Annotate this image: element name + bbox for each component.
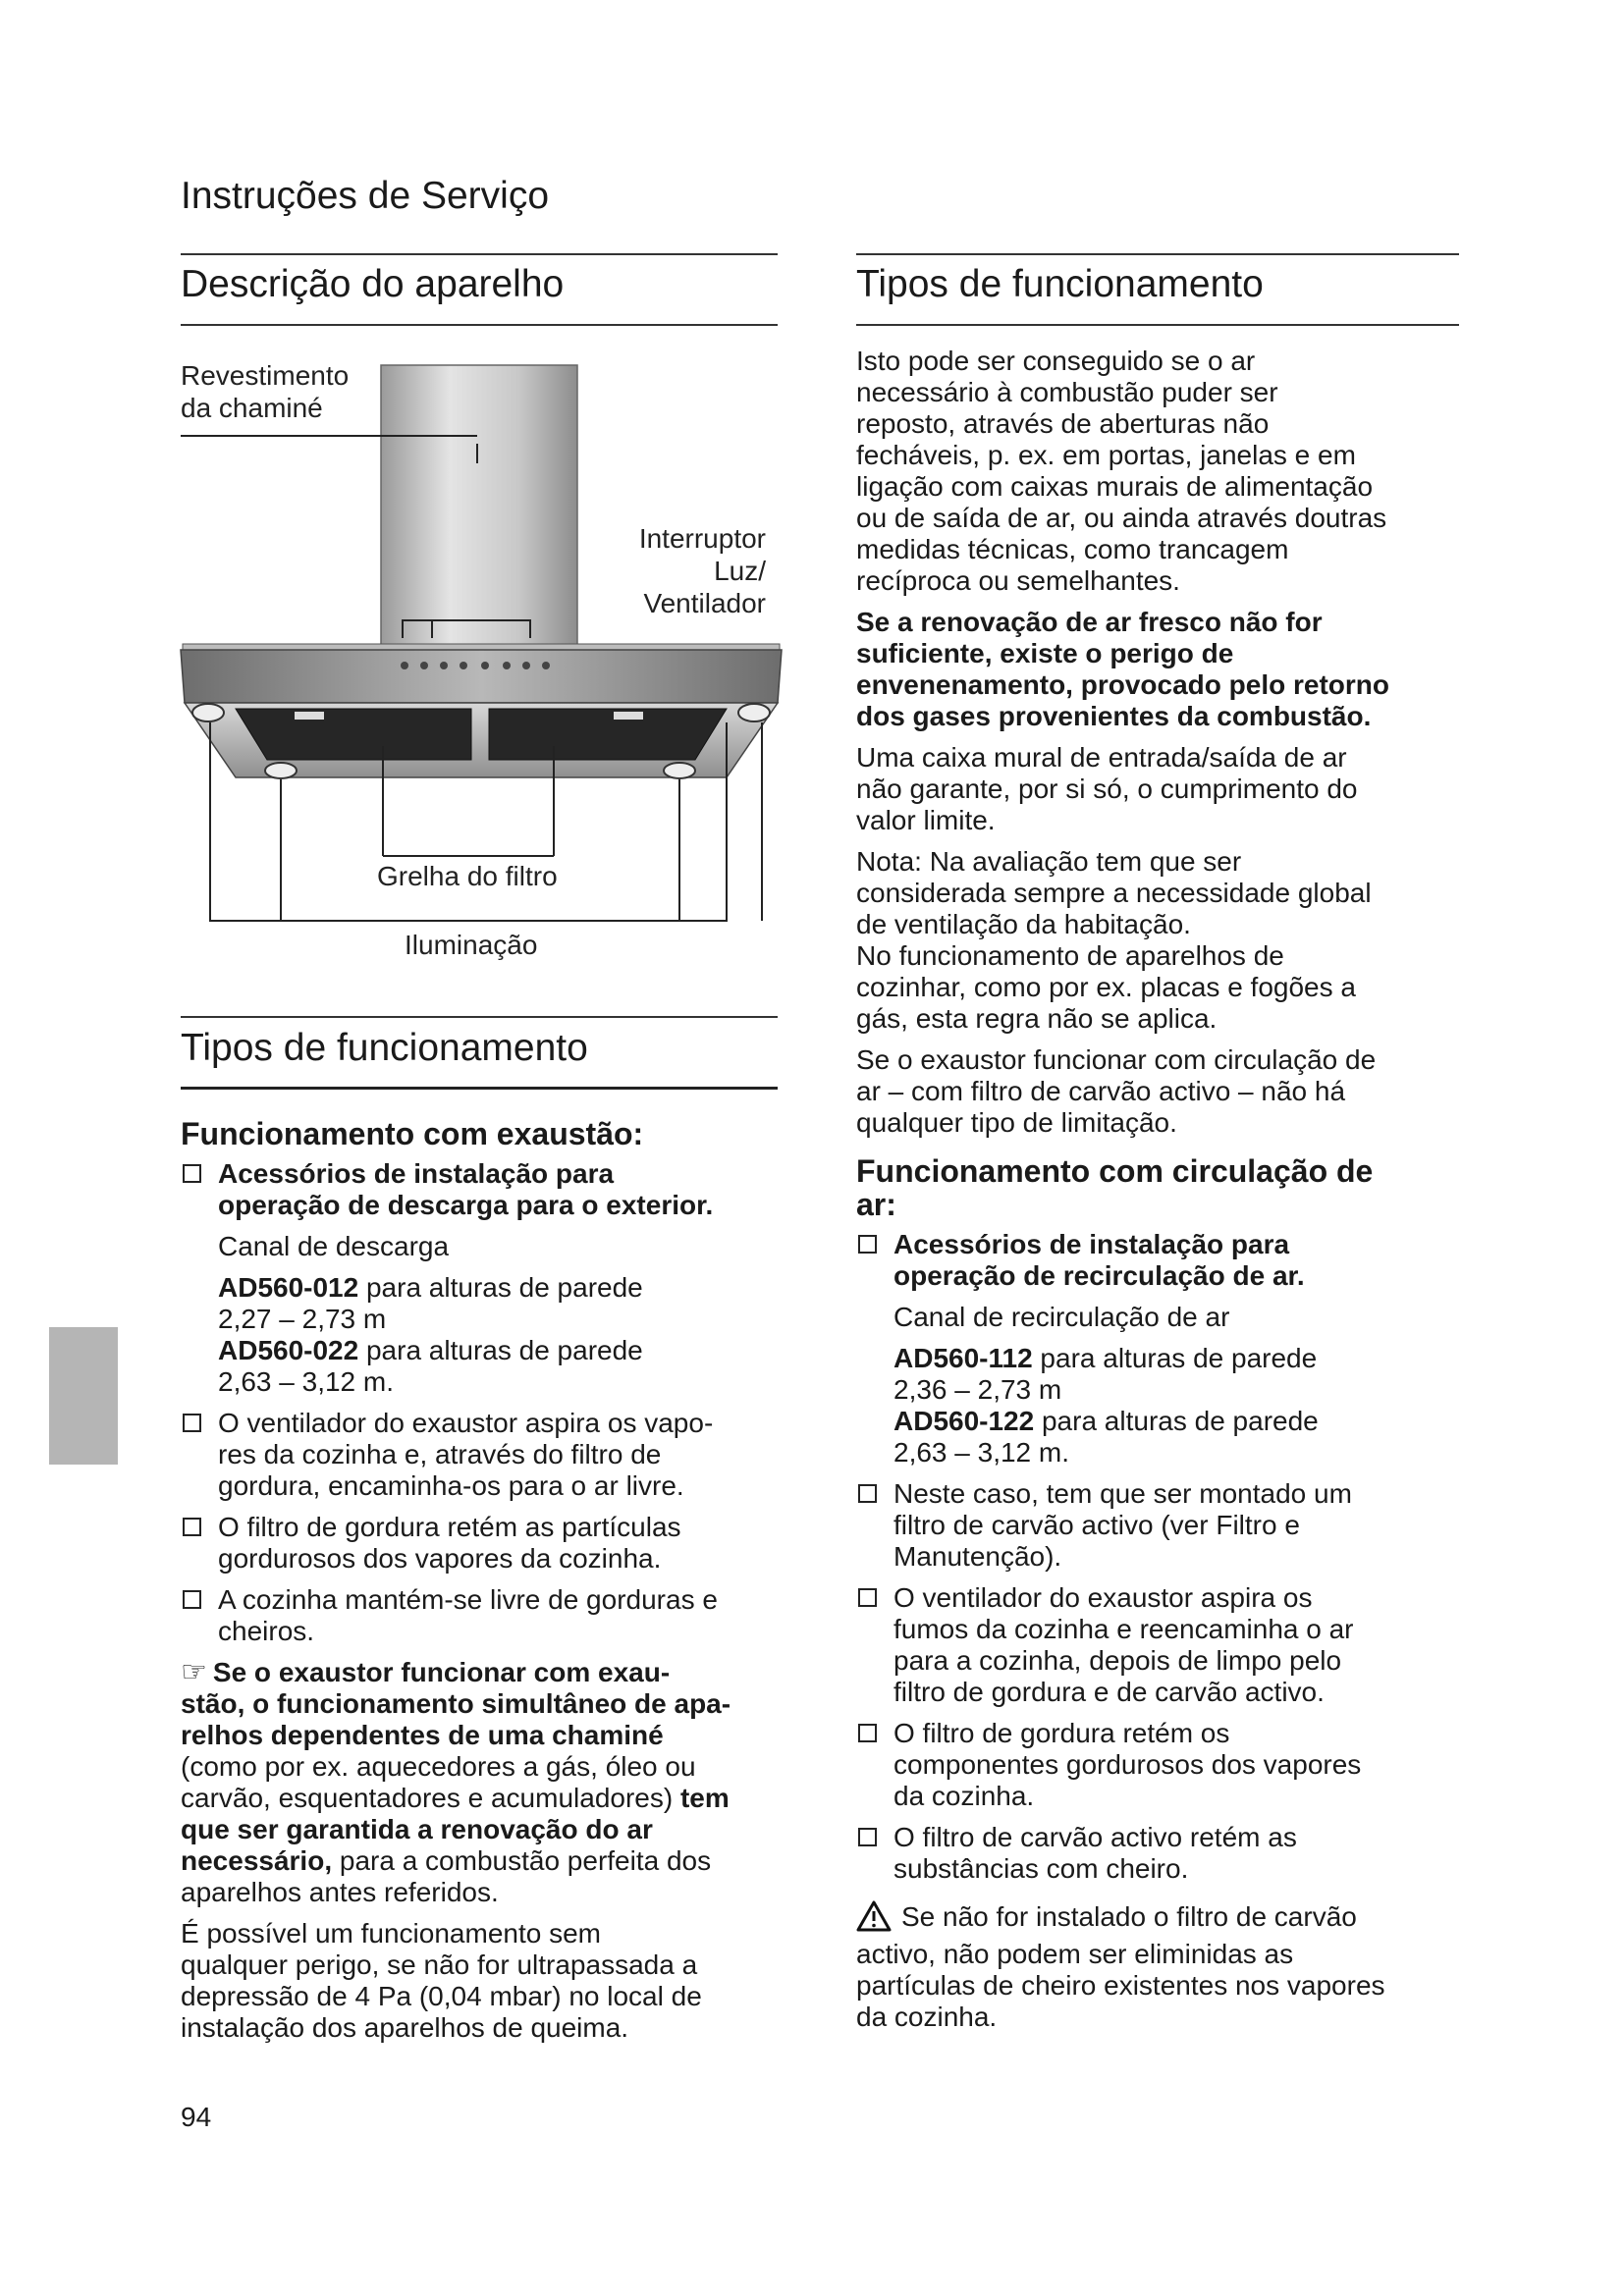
checkbox-bullet-icon [183,1590,201,1609]
checkbox-bullet-icon [858,1235,877,1254]
label-chimney-line: da chaminé [181,393,323,423]
warning-paragraph: Se a renovação de ar fresco não for suficiente, existe o perigo de envenenamento, provocado pelo retorno dos gases provenientes da combustão. [856,607,1389,731]
section-rule-top [181,1016,778,1018]
list-item: O filtro de carvão activo retém as substâncias com cheiro. [856,1822,1485,1885]
list-item: O ventilador do exaustor aspira os vapo- res da cozinha e, através do filtro de gordura, encaminha-os para o ar livre. [181,1408,809,1502]
label-switch-line: Interruptor [638,523,766,554]
section-title-operation: Tipos de funcionamento [181,1027,588,1069]
list-item: Acessórios de instalação para operação de descarga para o exterior. [181,1158,809,1221]
document-title: Instruções de Serviço [181,175,550,217]
label-switch-line: Ventilador [643,588,766,618]
list-item: A cozinha mantém-se livre de gorduras e cheiros. [181,1584,809,1647]
checkbox-bullet-icon [858,1828,877,1846]
page-number: 94 [181,2102,212,2132]
left-column-text [181,1117,809,2044]
checkbox-bullet-icon [858,1724,877,1742]
list-item: O filtro de gordura retém os componentes gordurosos dos vapores da cozinha. [856,1718,1485,1812]
checkbox-bullet-icon [183,1164,201,1183]
label-filter-grid: Grelha do filtro [377,861,558,891]
paragraph: Se o exaustor funcionar com circulação de ar – com filtro de carvão activo – não há qualquer tipo de limitação. [856,1044,1377,1138]
recirculation-subtitle: Funcionamento com circulação de ar: [856,1153,1374,1222]
model-line: AD560-112 para alturas de parede [893,1343,1318,1373]
paragraph: É possível um funcionamento sem qualquer perigo, se não for ultrapassada a depressão de 4 Pa (0,04 mbar) no local de instalação dos aparelhos de queima. [181,1918,702,2043]
accessory-details: Canal de descarga AD560-012 para alturas de parede 2,27 – 2,73 m AD560-022 para alturas de parede 2,63 – 3,12 m. [181,1231,809,1398]
section-rule-top [856,253,1459,255]
section-rule-bottom [181,1087,778,1090]
checkbox-bullet-icon [183,1414,201,1432]
label-switch-line: Luz/ [714,556,766,586]
section-title-operation-right: Tipos de funcionamento [856,263,1264,305]
exhaust-subtitle: Funcionamento com exaustão: [181,1116,644,1151]
label-lighting: Iluminação [405,930,538,960]
chapter-tab [49,1327,118,1465]
checkbox-bullet-icon [858,1484,877,1503]
safety-note: ☞ Se o exaustor funcionar com exau- stão, o funcionamento simultâneo de apa- relhos dependentes de uma chaminé (como por ex. aquecedores a gás, óleo ou carvão, esquentadores e acumuladores) tem que ser garantida a renovação do ar necessário, para a combustão perfeita dos aparelhos antes referidos. [181,1656,731,1907]
warning-triangle-icon [856,1900,892,1939]
label-chimney-line: Revestimento [181,360,350,391]
paragraph: Nota: Na avaliação tem que ser considerada sempre a necessidade global de ventilação da habitação. No funcionamento de aparelhos de cozinhar, como por ex. placas e fogões a gás, esta regra não se aplica. [856,846,1372,1034]
section-rule-top [181,253,778,255]
model-line: AD560-122 para alturas de parede [893,1406,1319,1436]
model-line: AD560-022 para alturas de parede [218,1335,643,1365]
list-item: Neste caso, tem que ser montado um filtro de carvão activo (ver Filtro e Manutenção). [856,1478,1485,1573]
pointing-hand-icon: ☞ [181,1656,207,1688]
accessory-details: Canal de recirculação de ar AD560-112 para alturas de parede 2,36 – 2,73 m AD560-122 para alturas de parede 2,63 – 3,12 m. [856,1302,1485,1468]
label-switch [589,522,766,619]
right-column-text [856,346,1485,2033]
label-chimney [181,359,349,424]
paragraph: Uma caixa mural de entrada/saída de ar não garante, por si só, o cumprimento do valor limite. [856,742,1358,835]
paragraph: Isto pode ser conseguido se o ar necessário à combustão puder ser reposto, através de aberturas não fecháveis, p. ex. em portas, janelas e em ligação com caixas murais de alimentação ou de saída de ar, ou ainda através doutras medidas técnicas, como trancagem recíproca ou semelhantes. [856,346,1387,596]
list-item: Acessórios de instalação para operação de recirculação de ar. [856,1229,1485,1292]
section-rule-bottom [181,324,778,326]
section-title-description: Descrição do aparelho [181,263,565,305]
section-rule-bottom [856,324,1459,326]
checkbox-bullet-icon [183,1518,201,1536]
warning-note: Se não for instalado o filtro de carvão activo, não podem ser eliminidas as partículas de cheiro existentes nos vapores da cozinha. [856,1901,1385,2032]
model-line: AD560-012 para alturas de parede [218,1272,643,1303]
checkbox-bullet-icon [858,1588,877,1607]
list-item: O filtro de gordura retém as partículas gordurosos dos vapores da cozinha. [181,1512,809,1575]
list-item: O ventilador do exaustor aspira os fumos da cozinha e reencaminha o ar para a cozinha, depois de limpo pelo filtro de gordura e de carvão activo. [856,1582,1485,1708]
hood-diagram [177,353,785,982]
